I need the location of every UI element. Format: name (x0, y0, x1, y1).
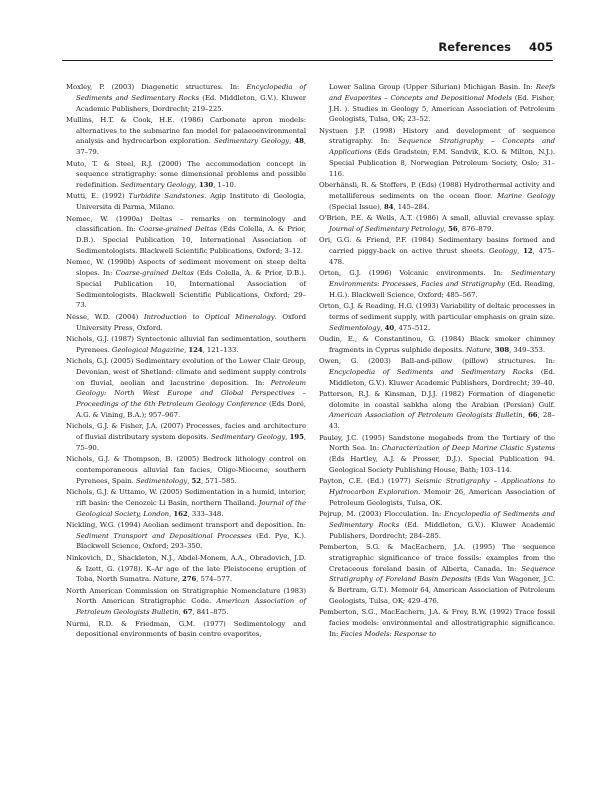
reference-entry: Patterson, R.J. & Kinsman, D.J.J. (1982) Formation of diagenetic dolomite in coastal sabkha along the Arabian (Persian) Gulf. American Association of Petroleum Geologists Bulletin, 66, 28–43. (319, 389, 555, 431)
reference-text: Mutti, E. (1992) (66, 192, 129, 201)
reference-text: Nesse, W.D. (2004) (66, 312, 144, 321)
reference-tail2: , 145–284. (393, 202, 430, 211)
reference-text: Pemberton, S.G., MacEachern, J.A. & Frey, R.W. (1992) Trace fossil facies models: environmental and allostratigraphic significance. In: (319, 608, 555, 638)
reference-text: Ori, G.G. & Friend, P.F. (1984) Sedimentary basins formed and carried piggy-back on active thrust sheets. (319, 236, 555, 255)
reference-tail: . Memoir 26, American Association of Petroleum Geologists, Tulsa, OK. (329, 487, 555, 507)
reference-entry: Ori, G.G. & Friend, P.F. (1984) Sedimentary basins formed and carried piggy-back on active thrust sheets. Geology, 12, 475–478. (319, 236, 555, 266)
reference-tail: , 75–90. (76, 433, 307, 452)
reference-entry: Oudin, E., & Constantinou, G. (1984) Black smoker chimney fragments in Cyprus sulphide deposits. Nature, 308, 349–353. (319, 334, 555, 354)
reference-entry (66, 191, 306, 213)
reference-text: Nickling, W.G. (1994) Aeolian sediment transport and deposition. In: (66, 520, 306, 529)
reference-text: Owen, G. (2003) Ball-and-pillow (pillow) structures. In: (319, 356, 555, 365)
reference-bold: 40 (384, 323, 395, 332)
reference-italic: Turbidite Sandstones (128, 192, 205, 201)
reference-italic: Sedimentary Geology (120, 181, 195, 190)
reference-text: Pejrup, M. (2003) Flocculation. In: (319, 510, 445, 519)
reference-entry (319, 356, 555, 388)
reference-text: Oudin, E., & Constantinou, G. (1984) Black smoker chimney fragments in Cyprus sulphide deposits. (319, 334, 555, 354)
reference-tail: (Eds Gradstein, F.M. Sandvik, K.O. & Milton, N.J.). Special Publication 8, Norwegian Petroleum Society, Oslo; 31–116. (329, 148, 555, 178)
reference-bold: 276 (181, 575, 197, 584)
reference-tail: (Eds Van Wagoner, J.C. & Bertram, G.T.). Memoir 64, American Association of Petroleum Geologists, Tulsa, OK; 429–476. (329, 575, 555, 605)
header-rule (62, 60, 553, 61)
reference-tail: , 571–585. (201, 476, 237, 485)
reference-italic: Journal of Sedimentary Petrology (329, 224, 444, 233)
reference-bold: 66 (528, 411, 538, 420)
reference-text: Orton, G.J. (1996) Volcanic environments. In: (319, 269, 512, 278)
reference-italic: Journal of the Geological Society, London (76, 498, 307, 518)
reference-italic: Encyclopedia of Sediments and Sedimentary Rocks (329, 510, 555, 529)
reference-entry (319, 180, 555, 212)
reference-bold: 130 (198, 181, 214, 190)
reference-tail: . Oxford University Press, Oxford. (76, 312, 307, 332)
reference-tail: , 28–43. (329, 411, 555, 431)
reference-text: Lower Salina Group (Upper Silurian) Michigan Basin. In: (329, 83, 536, 91)
reference-text: Nemec, W. (1990a) Deltas – remarks on terminology and classification. In: (66, 214, 306, 234)
section-title: References (438, 40, 511, 54)
reference-text: Pauley, J.C. (1995) Sandstone megabeds from the Tertiary of the North Sea. In: (319, 433, 555, 453)
reference-entry: Ninkovich, D., Shackleton, N.J., Abdel-Monem, A.A., Obradovich, J.D. & Izett, G. (1978). K–Ar age of the late Pleistocene eruption of Toba, North Sumatra. Nature, 276, 574–577. (66, 553, 306, 584)
reference-tail: (Eds Hartley, A.J. & Prosser, D.J.). Special Publication 94. Geological Society Publishing House, Bath; 103–114. (329, 455, 555, 474)
reference-italic: Introduction to Optical Mineralogy (143, 312, 275, 321)
reference-bold: 12 (523, 246, 533, 255)
reference-entry: Orton, G.J. & Reading, H.G. (1993) Variability of deltaic processes in terms of sediment supply, with particular emphasis on grain size. Sedimentology, 40, 475–512. (319, 301, 555, 332)
reference-italic: Geology (489, 246, 518, 255)
reference-italic: Sedimentary Environments: Processes, Facies and Stratigraphy (329, 269, 555, 288)
reference-tail: (Ed. Middleton, G.V.). Kluwer Academic Publishers, Dordrecht; 284–285. (329, 520, 555, 540)
reference-tail: (Ed. Reading, H.G.). Blackwell Science, Oxford; 485–567. (329, 279, 556, 299)
reference-tail: , 349–353. (509, 345, 545, 354)
reference-italic: American Association of Petroleum Geologists Bulletin (329, 411, 523, 420)
reference-entry (319, 607, 555, 639)
reference-bold: 308 (494, 345, 510, 354)
reference-text: Nemec, W. (1990b) Aspects of sediment movement on steep delta slopes. In: (66, 258, 306, 278)
reference-entry (66, 520, 306, 552)
reference-text: Orton, G.J. & Reading, H.G. (1993) Variability of deltaic processes in terms of sediment supply, with particular emphasis on grain size. (319, 301, 555, 321)
reference-italic: Sequence Stratigraphy – Concepts and Applications (329, 137, 555, 157)
reference-bold: 84 (384, 202, 394, 211)
reference-entry (66, 214, 306, 257)
reference-tail: (Eds Colella, A. & Prior, D.B.). Special Publication 10, International Association of Sedimentologists. Blackwell Scientific Publications, Oxford; 29–73. (76, 269, 306, 310)
reference-text: Nichols, G.J. & Thompson, B. (2005) Bedrock lithology control on contemporaneous alluvial fan facies, Oligo-Miocene, southern Pyrenees, Spain. (66, 455, 306, 485)
reference-italic: American Association of Petroleum Geologists Bulletin (76, 597, 306, 617)
reference-italic: Encyclopedia of Sediments and Sedimentary Rocks (329, 367, 534, 376)
reference-text: Patterson, R.J. & Kinsman, D.J.J. (1982) Formation of diagenetic dolomite in coastal sabkha along the Arabian (Persian) Gulf. (319, 389, 555, 409)
reference-italic: Sedimentary Geology (210, 433, 286, 441)
reference-entry (319, 476, 555, 508)
reference-bold: 162 (173, 509, 188, 518)
reference-text: Nichols, G.J. (2005) Sedimentary evolution of the Lower Clair Group, Devonian, west of Shetland: climate and sediment supply controls on fluvial, aeolian and lacustrine deposition. In: (66, 356, 306, 387)
reference-tail: (Ed. Middleton, G.V.). Kluwer Academic Publishers, Dordrecht; 39–40. (329, 367, 555, 387)
reference-column-left (66, 82, 306, 641)
reference-entry (319, 509, 555, 541)
reference-column-right (319, 82, 555, 640)
reference-italic: Encyclopedia of Sediments and Sedimentary Rocks (76, 83, 306, 102)
reference-tail: , 37–79. (76, 137, 307, 157)
reference-tail: , 574–577. (196, 575, 233, 584)
reference-entry: Nichols, G.J. & Fisher, J.A. (2007) Processes, facies and architecture of fluvial distributary system deposits. Sedimentary Geology, 195, 75–90. (66, 422, 307, 452)
reference-bold: 195 (289, 433, 304, 441)
reference-entry (319, 82, 555, 125)
reference-text: Nurmi, R.D. & Friedman, G.M. (1977) Sedimentology and depositional environments of basin centre evaporites, (66, 619, 306, 639)
reference-italic: Sedimentology (135, 476, 188, 485)
reference-italic: Reefs and Evaporites – Concepts and Depositional Models (329, 83, 555, 102)
reference-text: Muto, T. & Steel, R.J. (2000) The accommodation concept in sequence stratigraphy: some dimensional problems and possible redefinition. (66, 159, 306, 190)
reference-entry (319, 126, 555, 180)
reference-tail: (Special Issue), (329, 202, 384, 211)
reference-text: Nystuen J.P. (1998) History and development of sequence stratigraphy. In: (319, 126, 555, 146)
reference-tail: , 475–512. (394, 323, 430, 332)
reference-italic: Marine Geology (497, 191, 556, 200)
reference-italic: Geological Magazine (111, 345, 185, 354)
reference-entry: North American Commission on Stratigraphic Nomenclature (1983) North American Stratigraphic Code. American Association of Petroleum Geologists Bulletin, 67, 841–875. (66, 586, 306, 617)
reference-bold: 67 (183, 608, 193, 617)
reference-italic: Nature (466, 345, 491, 354)
reference-italic: Coarse-grained Deltas (115, 269, 194, 278)
reference-tail: , 876–879. (457, 224, 494, 233)
reference-bold: 56 (448, 224, 458, 233)
reference-entry: Nichols, G.J. & Thompson, B. (2005) Bedrock lithology control on contemporaneous alluvial fan facies, Oligo-Miocene, southern Pyrenees, Spain. Sedimentology, 52, 571–585. (66, 455, 306, 485)
reference-tail: . Agip Instituto di Geologia, Universita di Parma, Milano. (76, 192, 306, 212)
reference-tail: , 841–875. (192, 608, 229, 617)
reference-bold: 124 (188, 345, 203, 354)
reference-entry: Muto, T. & Steel, R.J. (2000) The accommodation concept in sequence stratigraphy: some dimensional problems and possible redefinition. Sedimentary Geology, 130, 1–10. (66, 159, 306, 190)
reference-italic: Nature (153, 575, 178, 584)
reference-italic: Sequence Stratigraphy of Foreland Basin Deposits (329, 564, 555, 584)
reference-bold: 52 (191, 476, 201, 485)
reference-text: Oberhänsli, R. & Stoffers, P. (Eds) (1988) Hydrothermal activity and metalliferous sediments on the ocean floor. (319, 181, 555, 200)
reference-entry (66, 312, 306, 334)
reference-tail: , 333–348. (187, 509, 224, 518)
reference-italic: Characterization of Deep Marine Clastic Systems (381, 444, 556, 453)
reference-entry (66, 257, 306, 311)
reference-italic: Coarse-grained Deltas (138, 225, 217, 234)
reference-tail: (Ed. Middleton, G.V.). Kluwer Academic Publishers, Dordrecht; 219–225. (76, 93, 306, 113)
reference-text: Nichols, G.J. (1987) Syntectonic alluvial fan sedimentation, southern Pyrenees. (66, 334, 306, 354)
reference-text: Moxley, P. (2003) Diagenetic structures. In: (66, 83, 247, 91)
reference-italic: Sedimentary Geology (214, 137, 290, 146)
reference-entry (66, 82, 306, 114)
reference-tail: (Eds Doré, A.G. & Vining, B.A.); 957–967. (76, 400, 306, 419)
reference-italic: Petroleum Geology: North West Europe and Global Perspectives – Proceedings of the 6th Petroleum Geology Conference (76, 378, 306, 409)
reference-entry: Mullins, H.T. & Cook, H.E. (1986) Carbonate apron models: alternatives to the submarine fan model for palaeoenvironmental analysis and hydrocarbon exploration. Sedimentary Geology, 48, 37–79. (66, 115, 307, 157)
reference-italic: Sediment Transport and Depositional Processes (76, 531, 252, 540)
reference-tail: , 1–10. (213, 181, 236, 190)
reference-tail: (Eds Colella, A. & Prior, D.B.). Special Publication 10, International Association of Sedimentologists. Blackwell Scientific Publications, Oxford; 3–12. (76, 225, 306, 255)
reference-tail: , 121–133. (202, 345, 239, 354)
reference-text: O'Brien, P.E. & Wells, A.T. (1986) A small, alluvial crevasse splay. (319, 214, 555, 223)
page-number: 405 (528, 40, 553, 54)
reference-tail: , 475–478. (329, 246, 555, 266)
reference-text: Nichols, G.J. & Fisher, J.A. (2007) Processes, facies and architecture of fluvial distributary system deposits. (66, 422, 306, 441)
reference-entry (319, 268, 555, 300)
reference-entry (319, 433, 555, 476)
reference-text: Ninkovich, D., Shackleton, N.J., Abdel-Monem, A.A., Obradovich, J.D. & Izett, G. (1978). K–Ar age of the late Pleistocene eruption of Toba, North Sumatra. (66, 553, 306, 584)
reference-tail: (Ed. Pye, K.). Blackwell Science, Oxford; 293–350. (76, 531, 306, 551)
reference-entry: Nichols, G.J. & Uttamo, W. (2005) Sedimentation in a humid, interior, rift basin: the Cenozoic Li Basin, northern Thailand. Journal of the Geological Society, London, 162, 333–348. (66, 487, 307, 518)
reference-text: Pemberton, S.G. & MacEachern, J.A. (1995) The sequence stratigraphic significance of trace fossils: examples from the Cretaceous foreland basin of Alberta, Canada. In: (319, 542, 555, 573)
reference-tail: (Ed. Fisher, J.H. ). Studies in Geology 5, American Association of Petroleum Geologists, Tulsa, OK; 23–52. (329, 93, 555, 124)
reference-entry: O'Brien, P.E. & Wells, A.T. (1986) A small, alluvial crevasse splay. Journal of Sedimentary Petrology, 56, 876–879. (319, 214, 555, 233)
reference-entry (319, 542, 555, 607)
running-header (62, 40, 553, 58)
reference-italic: Sedimentology (329, 323, 381, 332)
reference-entry: Nichols, G.J. (1987) Syntectonic alluvial fan sedimentation, southern Pyrenees. Geological Magazine, 124, 121–133. (66, 334, 306, 354)
reference-italic: Seismic Stratigraphy – Applications to Hydrocarbon Exploration (329, 477, 555, 496)
reference-entry (66, 619, 306, 641)
reference-entry (66, 356, 306, 421)
reference-italic: Facies Models: Response to (340, 629, 436, 638)
reference-text: Nichols, G.J. & Uttamo, W. (2005) Sedimentation in a humid, interior, rift basin: the Cenozoic Li Basin, northern Thailand. (66, 487, 306, 507)
reference-text: Mullins, H.T. & Cook, H.E. (1986) Carbonate apron models: alternatives to the submarine fan model for palaeoenvironmental analysis and hydrocarbon exploration. (66, 115, 306, 146)
reference-bold: 48 (294, 137, 304, 146)
reference-text: North American Commission on Stratigraphic Nomenclature (1983) North American Stratigraphic Code. (66, 586, 306, 606)
reference-text: Payton, C.E. (Ed.) (1977) (319, 477, 415, 486)
